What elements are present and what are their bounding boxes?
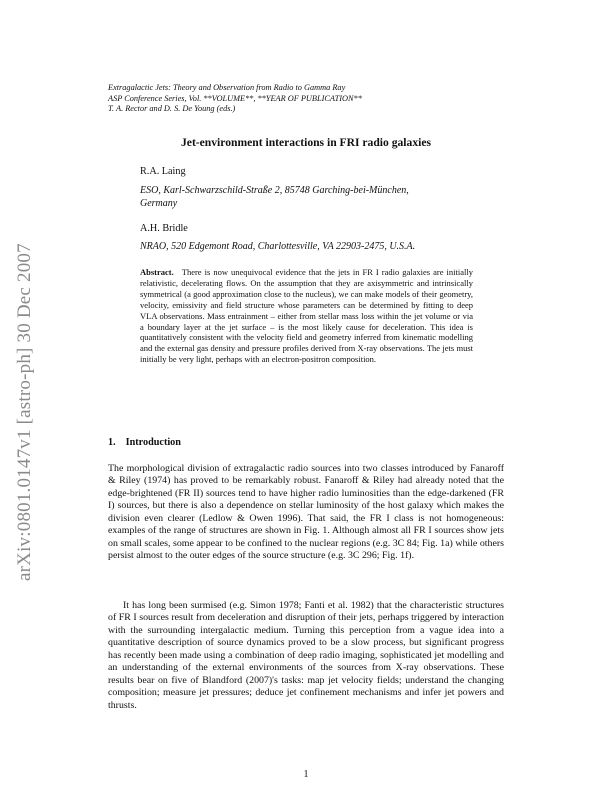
abstract-label: Abstract. <box>140 267 174 277</box>
page-number: 1 <box>303 769 309 780</box>
paper-title: Jet-environment interactions in FRI radio galaxies <box>181 136 431 149</box>
affiliation-1-line-1: ESO, Karl-Schwarzschild-Straße 2, 85748 Garching-bei-München, <box>140 185 409 196</box>
author-name-1: R.A. Laing <box>140 166 186 177</box>
header-line-2: ASP Conference Series, Vol. **VOLUME**, **YEAR OF PUBLICATION** <box>108 93 362 103</box>
author-affiliation-1 <box>140 184 510 210</box>
section-heading-introduction <box>108 437 181 448</box>
abstract-text: There is now unequivocal evidence that the jets in FR I radio galaxies are initially relativistic, decelerating flows. On the assumption that they are axisymmetric and intrinsically symmetrical (a good approximation close to the nucleus), we can make models of their geometry, velocity, emissivity and field structure whose parameters can be determined by fitting to deep VLA observations. Mass entrainment – either from stellar mass loss within the jet volume or via a boundary layer at the jet surface – is the most likely cause for deceleration. This idea is quantitatively consistent with the velocity field and geometry inferred from kinematic modelling and the external gas density and pressure profiles derived from X-ray observations. The jets must initially be very light, perhaps with an electron-positron composition. <box>140 267 473 365</box>
header-line-3: T. A. Rector and D. S. De Young (eds.) <box>108 104 236 114</box>
arxiv-identifier-sidebar: arXiv:0801.0147v1 [astro-ph] 30 Dec 2007 <box>14 243 35 581</box>
body-paragraph-2: It has long been surmised (e.g. Simon 1978; Fanti et al. 1982) that the characteristic structures of FR I sources result from deceleration and disruption of their jets, perhaps triggered by interaction with the surrounding intergalactic medium. Turning this perception from a vague idea into a quantitative description of source dynamics proved to be a slow process, but significant progress has recently been made using a combination of deep radio imaging, sophisticated jet modelling and an understanding of the external environments of the sources from X-ray observations. These results bear on five of Blandford (2007)'s tasks: map jet velocity fields; understand the changing composition; measure jet pressures; deduce jet confinement mechanisms and infer jet powers and thrusts. <box>108 600 504 711</box>
author-name-2: A.H. Bridle <box>140 223 188 234</box>
affiliation-1-line-2: Germany <box>140 198 178 210</box>
header-line-1: Extragalactic Jets: Theory and Observation from Radio to Gamma Ray <box>108 83 346 92</box>
conference-header <box>108 83 508 115</box>
section-number: 1. <box>108 437 116 448</box>
author-affiliation-2 <box>140 240 510 253</box>
abstract <box>140 267 473 365</box>
section-title: Introduction <box>125 437 181 448</box>
affiliation-2-line-1: NRAO, 520 Edgemont Road, Charlottesville, VA 22903-2475, U.S.A. <box>140 241 416 252</box>
body-paragraph-1: The morphological division of extragalactic radio sources into two classes introduced by Fanaroff & Riley (1974) has proved to be remarkably robust. Fanaroff & Riley had already noted that the edge-brightened (FR II) sources tend to have higher radio luminosities than the edge-darkened (FR I) sources, but there is also a dependence on stellar luminosity of the host galaxy which makes the division even clearer (Ledlow & Owen 1996). That said, the FR I class is not homogeneous: examples of the range of structures are shown in Fig. 1. Although almost all FR I sources show jets on small scales, some appear to be confined to the nuclear regions (e.g. 3C 84; Fig. 1a) while others persist almost to the outer edges of the source structure (e.g. 3C 296; Fig. 1f). <box>108 463 504 562</box>
